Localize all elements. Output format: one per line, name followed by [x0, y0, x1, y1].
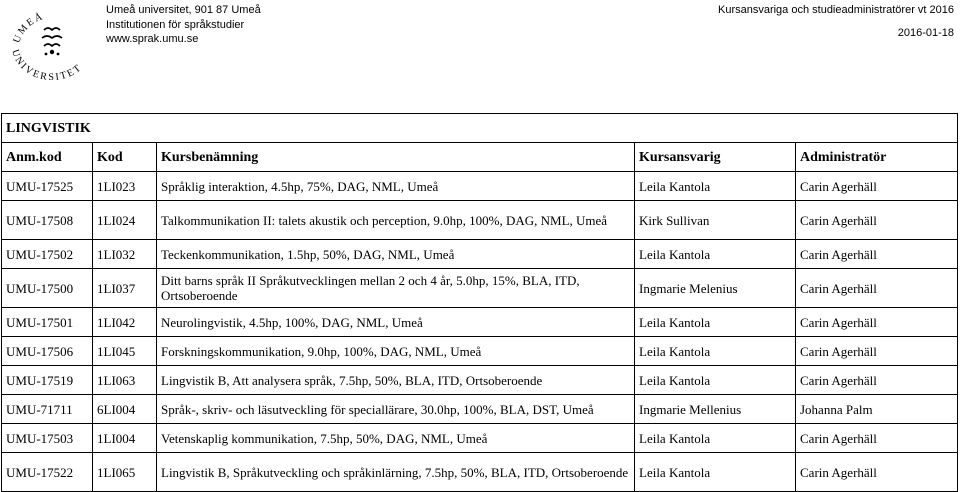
page-header	[0, 0, 960, 85]
cell-kursansvarig: Ingmarie Melenius	[635, 269, 796, 308]
cell-administrator: Carin Agerhäll	[796, 172, 958, 201]
cell-kursansvarig: Leila Kantola	[635, 366, 796, 395]
cell-kursansvarig: Ingmarie Mellenius	[635, 395, 796, 424]
table-row	[2, 308, 958, 337]
cell-kursbenamning: Språk-, skriv- och läsutveckling för speciallärare, 30.0hp, 100%, BLA, DST, Umeå	[157, 395, 635, 424]
cell-kod: 1LI063	[93, 366, 157, 395]
column-header-kursansvarig: Kursansvarig	[635, 143, 796, 172]
document-title: Kursansvariga och studieadministratörer vt 2016	[717, 4, 954, 16]
cell-anmkod: UMU-17525	[2, 172, 93, 201]
table-row	[2, 240, 958, 269]
cell-anmkod: UMU-17501	[2, 308, 93, 337]
cell-kursansvarig: Leila Kantola	[635, 337, 796, 366]
institution-name: Institutionen för språkstudier	[106, 18, 245, 31]
cell-anmkod: UMU-17500	[2, 269, 93, 308]
cell-kursansvarig: Leila Kantola	[635, 308, 796, 337]
cell-administrator: Carin Agerhäll	[796, 424, 958, 453]
table-row	[2, 269, 958, 308]
table-row	[2, 172, 958, 201]
section-title-row	[2, 114, 958, 143]
cell-administrator: Carin Agerhäll	[796, 240, 958, 269]
column-header-kod: Kod	[93, 143, 157, 172]
cell-kod: 6LI004	[93, 395, 157, 424]
column-header-administrator: Administratör	[796, 143, 958, 172]
cell-anmkod: UMU-17519	[2, 366, 93, 395]
cell-anmkod: UMU-17506	[2, 337, 93, 366]
cell-kod: 1LI032	[93, 240, 157, 269]
cell-anmkod: UMU-17503	[2, 424, 93, 453]
cell-kod: 1LI065	[93, 453, 157, 492]
university-address: Umeå universitet, 901 87 Umeå	[106, 4, 261, 16]
cell-anmkod: UMU-17522	[2, 453, 93, 492]
cell-administrator: Carin Agerhäll	[796, 201, 958, 240]
table-header-row	[2, 143, 958, 172]
cell-administrator: Carin Agerhäll	[796, 366, 958, 395]
website-link[interactable]: www.sprak.umu.se	[106, 33, 199, 45]
cell-administrator: Carin Agerhäll	[796, 337, 958, 366]
table-row	[2, 424, 958, 453]
cell-kursansvarig: Kirk Sullivan	[635, 201, 796, 240]
cell-kursbenamning: Neurolingvistik, 4.5hp, 100%, DAG, NML, Umeå	[157, 308, 635, 337]
cell-kursbenamning: Lingvistik B, Språkutveckling och språkinlärning, 7.5hp, 50%, BLA, ITD, Ortsoberoende	[157, 453, 635, 492]
svg-text:UMEÅ: UMEÅ	[11, 10, 46, 45]
cell-kursbenamning: Forskningskommunikation, 9.0hp, 100%, DAG, NML, Umeå	[157, 337, 635, 366]
table-row	[2, 366, 958, 395]
document-date: 2016-01-18	[897, 26, 954, 39]
institution-info	[106, 3, 261, 47]
cell-kursbenamning: Ditt barns språk II Språkutvecklingen mellan 2 och 4 år, 5.0hp, 15%, BLA, ITD, Ortsoberoende	[157, 269, 635, 308]
cell-kursansvarig: Leila Kantola	[635, 424, 796, 453]
cell-anmkod: UMU-71711	[2, 395, 93, 424]
section-title: LINGVISTIK	[2, 114, 958, 143]
column-header-anmkod: Anm.kod	[2, 143, 93, 172]
cell-kod: 1LI024	[93, 201, 157, 240]
cell-kursbenamning: Teckenkommunikation, 1.5hp, 50%, DAG, NML, Umeå	[157, 240, 635, 269]
svg-text:UNIVERSITET: UNIVERSITET	[9, 48, 85, 80]
table-row	[2, 337, 958, 366]
cell-anmkod: UMU-17502	[2, 240, 93, 269]
course-table	[1, 113, 958, 492]
cell-administrator: Johanna Palm	[796, 395, 958, 424]
cell-kursbenamning: Talkommunikation II: talets akustik och perception, 9.0hp, 100%, DAG, NML, Umeå	[157, 201, 635, 240]
cell-kod: 1LI042	[93, 308, 157, 337]
university-seal-logo	[4, 2, 100, 80]
cell-kursbenamning: Språklig interaktion, 4.5hp, 75%, DAG, NML, Umeå	[157, 172, 635, 201]
cell-administrator: Carin Agerhäll	[796, 269, 958, 308]
cell-kursansvarig: Leila Kantola	[635, 240, 796, 269]
column-header-kursbenamning: Kursbenämning	[157, 143, 635, 172]
table-row	[2, 201, 958, 240]
cell-kod: 1LI023	[93, 172, 157, 201]
cell-kursbenamning: Lingvistik B, Att analysera språk, 7.5hp, 50%, BLA, ITD, Ortsoberoende	[157, 366, 635, 395]
cell-kursansvarig: Leila Kantola	[635, 453, 796, 492]
table-row	[2, 453, 958, 492]
table-row	[2, 395, 958, 424]
cell-kursbenamning: Vetenskaplig kommunikation, 7.5hp, 50%, DAG, NML, Umeå	[157, 424, 635, 453]
cell-kursansvarig: Leila Kantola	[635, 172, 796, 201]
document-meta	[718, 3, 954, 40]
cell-administrator: Carin Agerhäll	[796, 453, 958, 492]
cell-kod: 1LI004	[93, 424, 157, 453]
cell-kod: 1LI037	[93, 269, 157, 308]
cell-administrator: Carin Agerhäll	[796, 308, 958, 337]
cell-kod: 1LI045	[93, 337, 157, 366]
cell-anmkod: UMU-17508	[2, 201, 93, 240]
